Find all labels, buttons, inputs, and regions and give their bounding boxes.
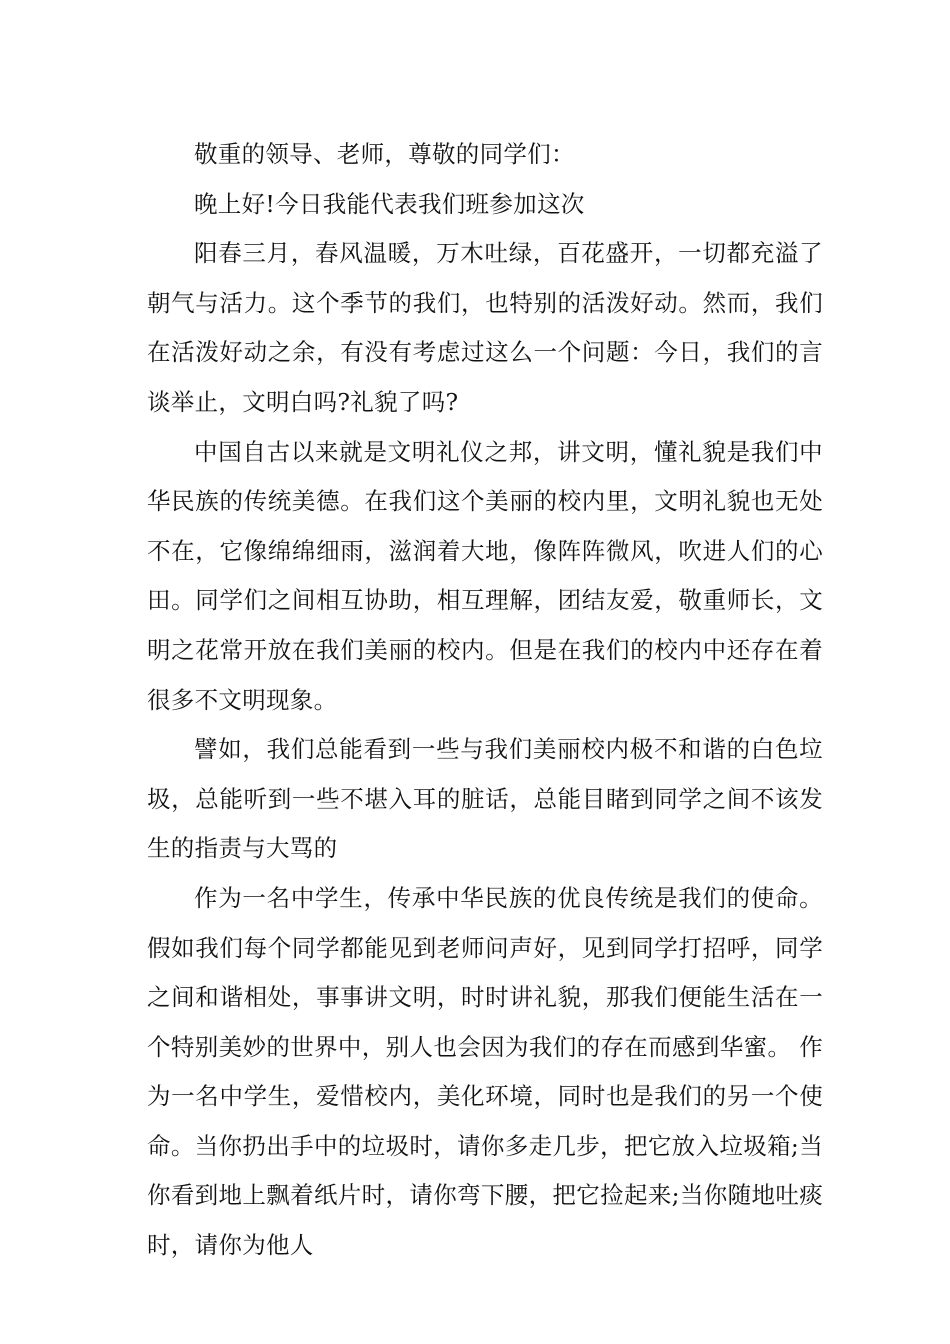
body-paragraph: 作为一名中学生，传承中华民族的优良传统是我们的使命。假如我们每个同学都能见到老师问声好，见到同学打招呼，同学之间和谐相处，事事讲文明，时时讲礼貌，那我们便能生活在一个特别美妙的世界中，别人也会因为我们的存在而感到华蜜。 作为一名中学生，爱惜校内，美化环境，同时也是我们的另一个使命。当你扔出手中的垃圾时，请你多走几步，把它放入垃圾箱;当你看到地上飘着纸片时，请你弯下腰，把它捡起来;当你随地吐痰时，请你为他人 [147, 883, 823, 1260]
body-paragraph: 中国自古以来就是文明礼仪之邦，讲文明，懂礼貌是我们中华民族的传统美德。在我们这个美丽的校内里，文明礼貌也无处不在，它像绵绵细雨，滋润着大地，像阵阵微风，吹进人们的心田。同学们之间相互协助，相互理解，团结友爱，敬重师长，文明之花常开放在我们美丽的校内。但是在我们的校内中还存在着很多不文明现象。 [147, 437, 823, 714]
body-paragraph: 譬如，我们总能看到一些与我们美丽校内极不和谐的白色垃圾，总能听到一些不堪入耳的脏话，总能目睹到同学之间不该发生的指责与大骂的 [147, 735, 823, 863]
body-paragraph: 阳春三月，春风温暖，万木吐绿，百花盛开，一切都充溢了朝气与活力。这个季节的我们，也特别的活泼好动。然而，我们在活泼好动之余，有没有考虑过这么一个问题：今日，我们的言谈举止，文明白吗?礼貌了吗? [147, 239, 823, 416]
greeting-paragraph: 晚上好!今日我能代表我们班参加这次 [194, 189, 585, 218]
salutation: 敬重的领导、老师，尊敬的同学们： [194, 140, 575, 168]
document-body [147, 130, 823, 1271]
